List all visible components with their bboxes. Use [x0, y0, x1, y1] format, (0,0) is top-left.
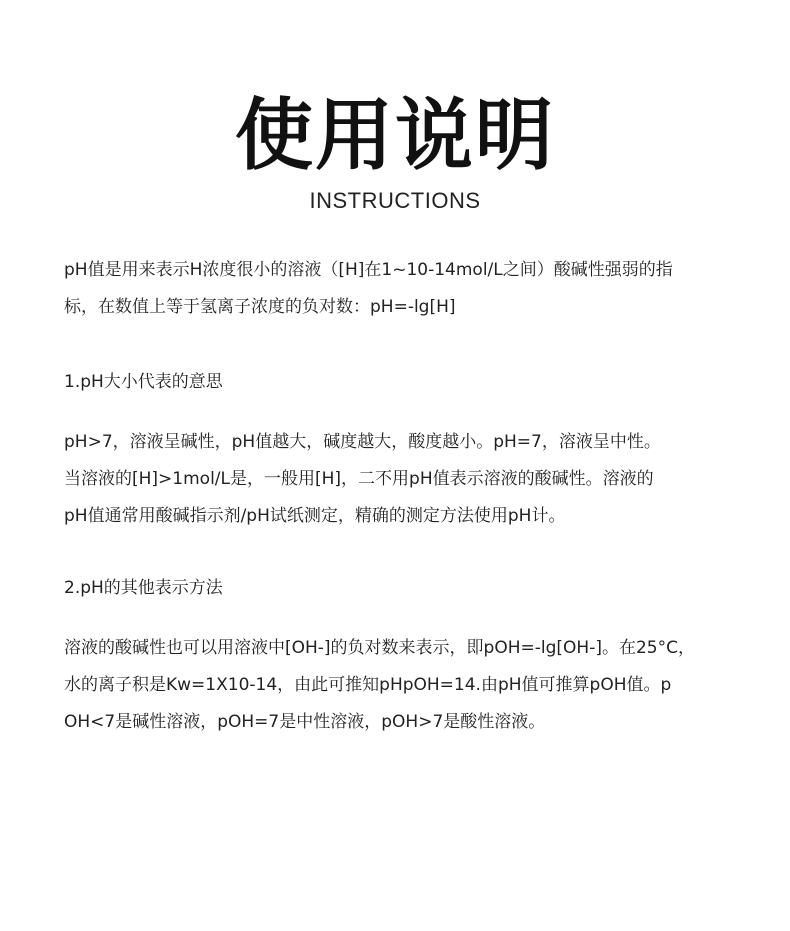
section-2-heading: 2.pH的其他表示方法 [64, 578, 223, 598]
intro-line: pH值是用来表示H浓度很小的溶液（[H]在1~10-14mol/L之间）酸碱性强弱的指 [64, 260, 673, 280]
section-2-body [64, 630, 744, 741]
section-2-line: OH<7是碱性溶液，pOH=7是中性溶液，pOH>7是酸性溶液。 [64, 712, 546, 732]
section-1-line: pH值通常用酸碱指示剂/pH试纸测定，精确的测定方法使用pH计。 [64, 506, 566, 526]
section-2-line: 溶液的酸碱性也可以用溶液中[OH-]的负对数来表示，即pOH=-lg[OH-]。在25°C， [64, 638, 695, 658]
section-1-line: 当溶液的[H]>1mol/L是，一般用[H]，二不用pH值表示溶液的酸碱性。溶液的 [64, 469, 654, 489]
page-subtitle: INSTRUCTIONS [309, 188, 481, 213]
section-1-line: pH>7，溶液呈碱性，pH值越大，碱度越大，酸度越小。pH=7，溶液呈中性。 [64, 432, 661, 452]
section-1-heading: 1.pH大小代表的意思 [64, 372, 223, 392]
intro-line: 标，在数值上等于氢离子浓度的负对数：pH=-lg[H] [64, 297, 456, 317]
intro-paragraph [64, 252, 744, 326]
section-1-body [64, 424, 744, 535]
section-2-line: 水的离子积是Kw=1X10-14，由此可推知pHpOH=14.由pH值可推算pOH值。p [64, 675, 672, 695]
page-title: 使用说明 [234, 91, 555, 181]
